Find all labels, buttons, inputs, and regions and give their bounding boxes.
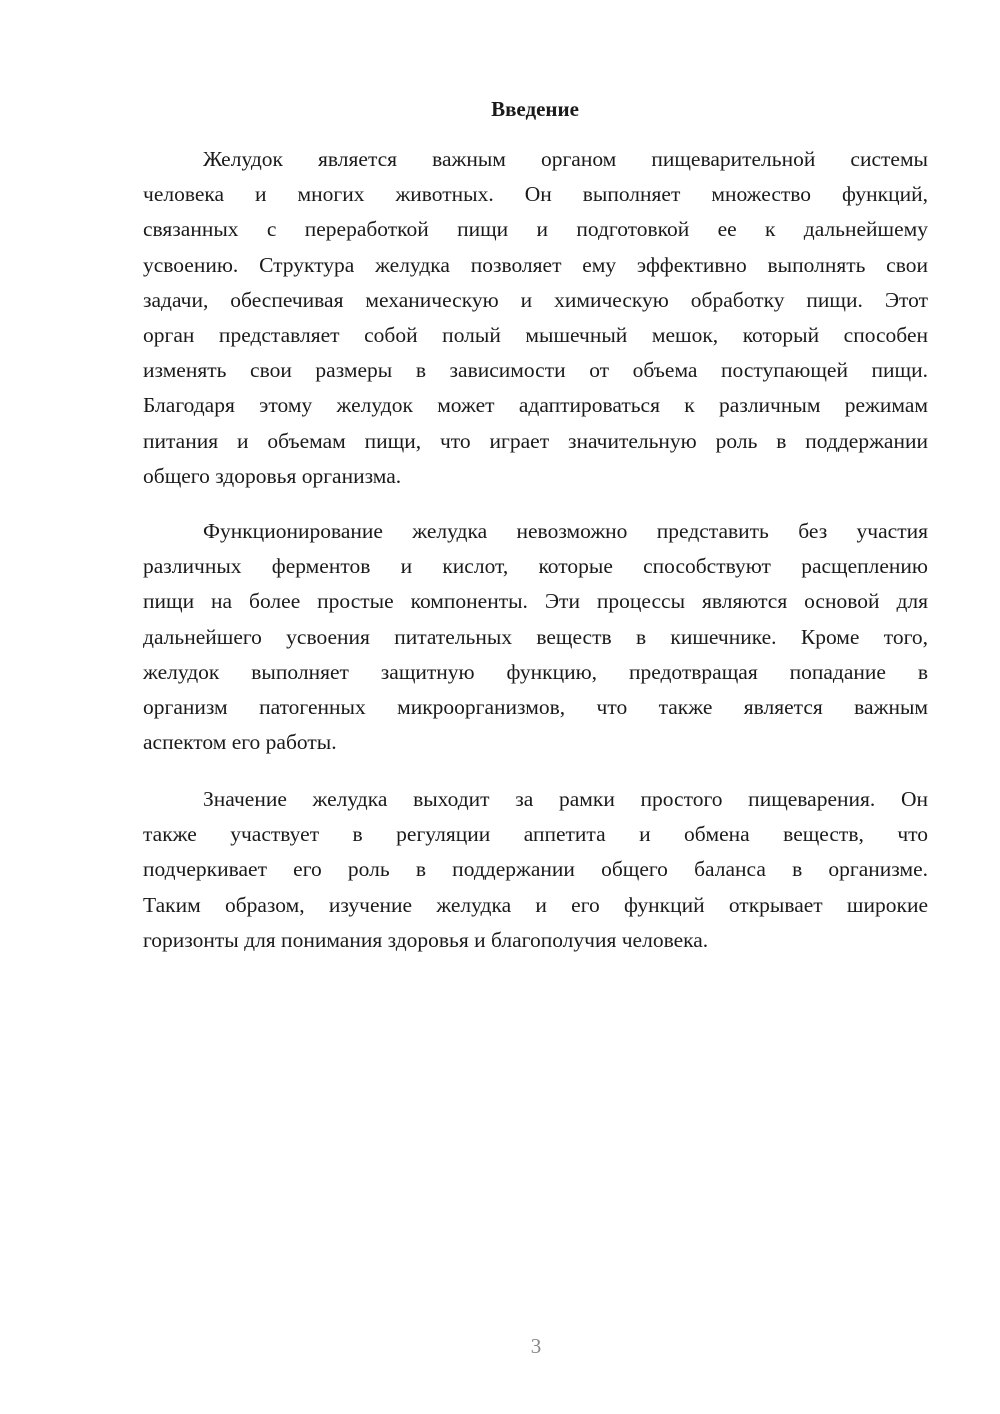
text-line: Желудок является важным органом пищеварительной системы	[203, 147, 928, 171]
text-line: питания и объемам пищи, что играет значительную роль в поддержании	[143, 428, 928, 453]
paragraph-2	[143, 514, 928, 760]
text-line: Благодаря этому желудок может адаптироваться к различным режимам	[143, 393, 928, 418]
text-line: подчеркивает его роль в поддержании общего баланса в организме.	[143, 857, 928, 882]
page-number: 3	[530, 1334, 542, 1358]
text-line: различных ферментов и кислот, которые способствуют расщеплению	[143, 554, 928, 579]
text-line: горизонты для понимания здоровья и благополучия человека.	[143, 927, 709, 952]
text-line: усвоению. Структура желудка позволяет ему эффективно выполнять свои	[143, 252, 928, 277]
text-line: организм патогенных микроорганизмов, что также является важным	[143, 694, 928, 719]
text-line: связанных с переработкой пищи и подготовкой ее к дальнейшему	[143, 217, 928, 242]
section-title: Введение	[491, 97, 579, 121]
text-line: дальнейшего усвоения питательных веществ в кишечнике. Кроме того,	[143, 624, 928, 649]
text-line: общего здоровья организма.	[143, 463, 402, 488]
text-line: желудок выполняет защитную функцию, предотвращая попадание в	[143, 659, 928, 684]
text-line: Функционирование желудка невозможно представить без участия	[203, 519, 928, 543]
text-line: задачи, обеспечивая механическую и химическую обработку пищи. Этот	[143, 287, 928, 312]
text-line: аспектом его работы.	[143, 730, 337, 755]
text-line: изменять свои размеры в зависимости от объема поступающей пищи.	[143, 358, 928, 383]
text-line: также участвует в регуляции аппетита и обмена веществ, что	[143, 822, 928, 847]
text-line: Значение желудка выходит за рамки простого пищеварения. Он	[203, 787, 928, 811]
paragraph-1	[143, 142, 928, 494]
text-line: Таким образом, изучение желудка и его функций открывает широкие	[143, 892, 928, 917]
text-line: человека и многих животных. Он выполняет множество функций,	[143, 182, 928, 207]
paragraph-3	[143, 782, 928, 958]
text-line: орган представляет собой полый мышечный мешок, который способен	[143, 322, 928, 347]
text-line: пищи на более простые компоненты. Эти процессы являются основой для	[143, 589, 928, 614]
